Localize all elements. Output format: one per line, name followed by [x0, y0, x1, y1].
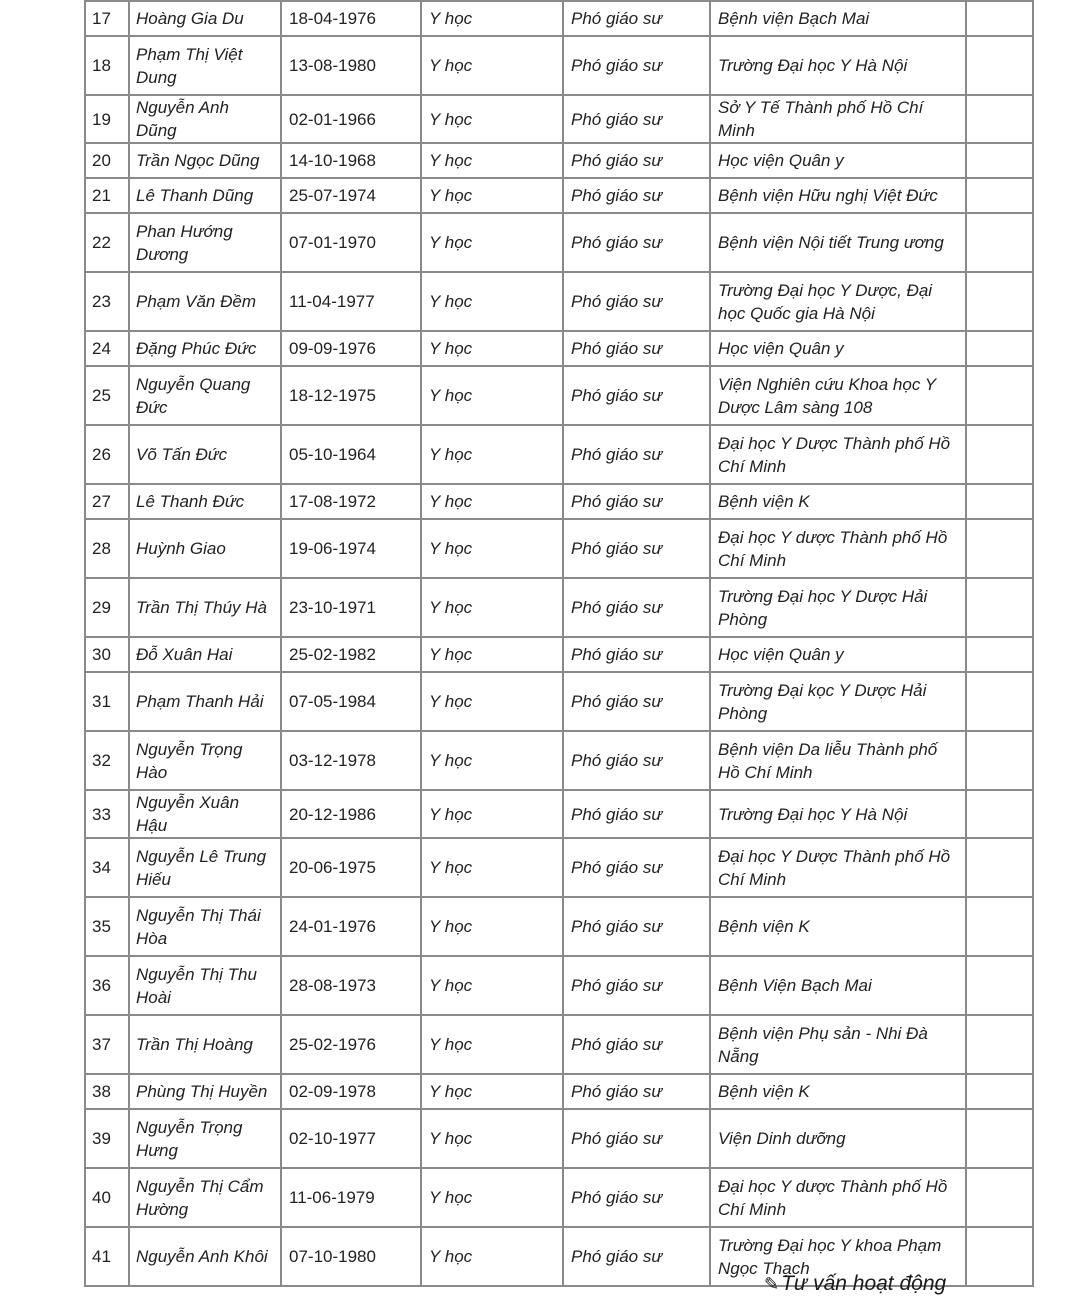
cell-academic-title: Phó giáo sư [563, 790, 710, 838]
cell-field: Y học [421, 897, 563, 956]
cell-academic-title: Phó giáo sư [563, 956, 710, 1015]
cell-note [966, 1015, 1033, 1074]
cell-academic-title: Phó giáo sư [563, 366, 710, 425]
cell-full-name: Phạm Thị Việt Dung [129, 36, 281, 95]
cell-field: Y học [421, 1109, 563, 1168]
cell-row-number: 31 [85, 672, 129, 731]
cell-field: Y học [421, 1168, 563, 1227]
cell-note [966, 143, 1033, 178]
cell-field: Y học [421, 484, 563, 519]
cell-academic-title: Phó giáo sư [563, 213, 710, 272]
cell-field: Y học [421, 178, 563, 213]
cell-academic-title: Phó giáo sư [563, 95, 710, 143]
cell-organization: Trường Đại học Y Dược, Đại học Quốc gia Hà Nội [710, 272, 966, 331]
cell-note [966, 897, 1033, 956]
cell-organization: Bệnh viện Bạch Mai [710, 1, 966, 36]
cell-full-name: Nguyễn Thị Thái Hòa [129, 897, 281, 956]
cell-row-number: 26 [85, 425, 129, 484]
table-row [85, 1168, 1033, 1227]
cell-note [966, 1, 1033, 36]
cell-birth-date: 07-05-1984 [281, 672, 421, 731]
cell-organization: Trường Đại học Y khoa Phạm Ngọc Thạch [710, 1227, 966, 1286]
cell-academic-title: Phó giáo sư [563, 672, 710, 731]
cell-field: Y học [421, 637, 563, 672]
cell-row-number: 39 [85, 1109, 129, 1168]
cell-full-name: Nguyễn Anh Dũng [129, 95, 281, 143]
cell-row-number: 35 [85, 897, 129, 956]
table-row [85, 366, 1033, 425]
cell-birth-date: 20-12-1986 [281, 790, 421, 838]
cell-full-name: Đỗ Xuân Hai [129, 637, 281, 672]
cell-birth-date: 19-06-1974 [281, 519, 421, 578]
table-row [85, 956, 1033, 1015]
cell-birth-date: 24-01-1976 [281, 897, 421, 956]
cell-note [966, 1109, 1033, 1168]
cell-organization: Đại học Y Dược Thành phố Hồ Chí Minh [710, 425, 966, 484]
table-row [85, 1015, 1033, 1074]
cell-birth-date: 18-04-1976 [281, 1, 421, 36]
cell-field: Y học [421, 1, 563, 36]
cell-full-name: Đặng Phúc Đức [129, 331, 281, 366]
pencil-icon: ✎ [764, 1274, 780, 1294]
cell-note [966, 484, 1033, 519]
cell-row-number: 38 [85, 1074, 129, 1109]
cell-field: Y học [421, 519, 563, 578]
cell-organization: Viện Nghiên cứu Khoa học Y Dược Lâm sàng 108 [710, 366, 966, 425]
cell-academic-title: Phó giáo sư [563, 519, 710, 578]
cell-full-name: Võ Tấn Đức [129, 425, 281, 484]
cell-organization: Bệnh viện Da liễu Thành phố Hồ Chí Minh [710, 731, 966, 790]
table-row [85, 578, 1033, 637]
cell-field: Y học [421, 790, 563, 838]
cell-organization: Trường Đại kọc Y Dược Hải Phòng [710, 672, 966, 731]
watermark-text: Tư vấn hoạt động [781, 1272, 947, 1295]
cell-field: Y học [421, 143, 563, 178]
cell-row-number: 24 [85, 331, 129, 366]
cell-row-number: 25 [85, 366, 129, 425]
cell-academic-title: Phó giáo sư [563, 731, 710, 790]
cell-field: Y học [421, 272, 563, 331]
cell-academic-title: Phó giáo sư [563, 1109, 710, 1168]
table-row [85, 637, 1033, 672]
cell-full-name: Nguyễn Quang Đức [129, 366, 281, 425]
table-row [85, 897, 1033, 956]
cell-row-number: 27 [85, 484, 129, 519]
cell-field: Y học [421, 95, 563, 143]
cell-field: Y học [421, 1015, 563, 1074]
cell-birth-date: 02-10-1977 [281, 1109, 421, 1168]
table-row [85, 731, 1033, 790]
table-row [85, 331, 1033, 366]
cell-field: Y học [421, 838, 563, 897]
cell-birth-date: 23-10-1971 [281, 578, 421, 637]
cell-row-number: 18 [85, 36, 129, 95]
cell-note [966, 366, 1033, 425]
cell-academic-title: Phó giáo sư [563, 838, 710, 897]
cell-academic-title: Phó giáo sư [563, 1074, 710, 1109]
cell-note [966, 213, 1033, 272]
cell-birth-date: 02-01-1966 [281, 95, 421, 143]
cell-academic-title: Phó giáo sư [563, 578, 710, 637]
cell-full-name: Lê Thanh Đức [129, 484, 281, 519]
cell-note [966, 578, 1033, 637]
cell-organization: Học viện Quân y [710, 637, 966, 672]
table-row [85, 1109, 1033, 1168]
cell-organization: Đại học Y dược Thành phố Hồ Chí Minh [710, 1168, 966, 1227]
cell-row-number: 28 [85, 519, 129, 578]
cell-note [966, 637, 1033, 672]
cell-organization: Bệnh viện Nội tiết Trung ương [710, 213, 966, 272]
cell-field: Y học [421, 1227, 563, 1286]
cell-full-name: Nguyễn Anh Khôi [129, 1227, 281, 1286]
cell-birth-date: 13-08-1980 [281, 36, 421, 95]
document-table-container [84, 0, 1032, 1287]
cell-organization: Bệnh viện K [710, 897, 966, 956]
cell-academic-title: Phó giáo sư [563, 425, 710, 484]
cell-birth-date: 14-10-1968 [281, 143, 421, 178]
cell-row-number: 17 [85, 1, 129, 36]
table-row [85, 213, 1033, 272]
cell-organization: Bệnh viện Hữu nghị Việt Đức [710, 178, 966, 213]
table-row [85, 1074, 1033, 1109]
cell-birth-date: 25-02-1982 [281, 637, 421, 672]
cell-birth-date: 25-07-1974 [281, 178, 421, 213]
cell-row-number: 40 [85, 1168, 129, 1227]
table-row [85, 272, 1033, 331]
cell-row-number: 37 [85, 1015, 129, 1074]
cell-field: Y học [421, 213, 563, 272]
cell-birth-date: 18-12-1975 [281, 366, 421, 425]
cell-note [966, 731, 1033, 790]
cell-field: Y học [421, 1074, 563, 1109]
cell-academic-title: Phó giáo sư [563, 143, 710, 178]
cell-birth-date: 25-02-1976 [281, 1015, 421, 1074]
candidate-table [84, 0, 1034, 1287]
cell-note [966, 838, 1033, 897]
cell-full-name: Nguyễn Trọng Hào [129, 731, 281, 790]
cell-note [966, 95, 1033, 143]
cell-row-number: 22 [85, 213, 129, 272]
cell-academic-title: Phó giáo sư [563, 1168, 710, 1227]
cell-academic-title: Phó giáo sư [563, 637, 710, 672]
cell-academic-title: Phó giáo sư [563, 1, 710, 36]
watermark-overlay [764, 1272, 946, 1296]
cell-full-name: Lê Thanh Dũng [129, 178, 281, 213]
cell-field: Y học [421, 331, 563, 366]
cell-birth-date: 05-10-1964 [281, 425, 421, 484]
cell-birth-date: 07-01-1970 [281, 213, 421, 272]
cell-note [966, 956, 1033, 1015]
cell-academic-title: Phó giáo sư [563, 484, 710, 519]
cell-organization: Bệnh viện K [710, 1074, 966, 1109]
cell-academic-title: Phó giáo sư [563, 272, 710, 331]
cell-note [966, 178, 1033, 213]
cell-field: Y học [421, 956, 563, 1015]
cell-field: Y học [421, 672, 563, 731]
cell-field: Y học [421, 366, 563, 425]
table-row [85, 484, 1033, 519]
cell-academic-title: Phó giáo sư [563, 1227, 710, 1286]
cell-full-name: Phùng Thị Huyền [129, 1074, 281, 1109]
cell-note [966, 36, 1033, 95]
cell-organization: Đại học Y Dược Thành phố Hồ Chí Minh [710, 838, 966, 897]
cell-full-name: Phan Hướng Dương [129, 213, 281, 272]
cell-birth-date: 11-06-1979 [281, 1168, 421, 1227]
cell-row-number: 29 [85, 578, 129, 637]
cell-birth-date: 17-08-1972 [281, 484, 421, 519]
cell-organization: Bệnh Viện Bạch Mai [710, 956, 966, 1015]
table-row [85, 95, 1033, 143]
cell-organization: Sở Y Tế Thành phố Hồ Chí Minh [710, 95, 966, 143]
cell-field: Y học [421, 425, 563, 484]
cell-full-name: Hoàng Gia Du [129, 1, 281, 36]
cell-full-name: Trần Ngọc Dũng [129, 143, 281, 178]
cell-full-name: Phạm Văn Đềm [129, 272, 281, 331]
cell-row-number: 36 [85, 956, 129, 1015]
cell-full-name: Nguyễn Trọng Hưng [129, 1109, 281, 1168]
cell-row-number: 20 [85, 143, 129, 178]
table-row [85, 36, 1033, 95]
cell-row-number: 34 [85, 838, 129, 897]
cell-full-name: Nguyễn Thị Thu Hoài [129, 956, 281, 1015]
cell-row-number: 33 [85, 790, 129, 838]
table-row [85, 143, 1033, 178]
cell-row-number: 19 [85, 95, 129, 143]
table-row [85, 1, 1033, 36]
cell-organization: Học viện Quân y [710, 331, 966, 366]
table-row [85, 672, 1033, 731]
cell-organization: Học viện Quân y [710, 143, 966, 178]
cell-row-number: 41 [85, 1227, 129, 1286]
cell-full-name: Nguyễn Thị Cẩm Hường [129, 1168, 281, 1227]
cell-birth-date: 28-08-1973 [281, 956, 421, 1015]
cell-birth-date: 20-06-1975 [281, 838, 421, 897]
cell-row-number: 23 [85, 272, 129, 331]
cell-academic-title: Phó giáo sư [563, 897, 710, 956]
cell-organization: Viện Dinh dưỡng [710, 1109, 966, 1168]
cell-field: Y học [421, 731, 563, 790]
cell-birth-date: 09-09-1976 [281, 331, 421, 366]
cell-note [966, 272, 1033, 331]
cell-organization: Đại học Y dược Thành phố Hồ Chí Minh [710, 519, 966, 578]
cell-note [966, 519, 1033, 578]
cell-full-name: Nguyễn Lê Trung Hiếu [129, 838, 281, 897]
cell-academic-title: Phó giáo sư [563, 1015, 710, 1074]
cell-note [966, 790, 1033, 838]
cell-note [966, 1227, 1033, 1286]
cell-full-name: Nguyễn Xuân Hậu [129, 790, 281, 838]
cell-organization: Trường Đại học Y Hà Nội [710, 790, 966, 838]
cell-note [966, 425, 1033, 484]
table-row [85, 425, 1033, 484]
cell-field: Y học [421, 36, 563, 95]
cell-row-number: 32 [85, 731, 129, 790]
cell-academic-title: Phó giáo sư [563, 178, 710, 213]
cell-birth-date: 11-04-1977 [281, 272, 421, 331]
cell-full-name: Trần Thị Hoàng [129, 1015, 281, 1074]
table-row [85, 519, 1033, 578]
table-row [85, 790, 1033, 838]
cell-full-name: Huỳnh Giao [129, 519, 281, 578]
cell-note [966, 331, 1033, 366]
cell-full-name: Trần Thị Thúy Hà [129, 578, 281, 637]
cell-academic-title: Phó giáo sư [563, 331, 710, 366]
cell-organization: Bệnh viện Phụ sản - Nhi Đà Nẵng [710, 1015, 966, 1074]
cell-organization: Trường Đại học Y Dược Hải Phòng [710, 578, 966, 637]
cell-note [966, 1168, 1033, 1227]
cell-row-number: 30 [85, 637, 129, 672]
table-body [85, 1, 1033, 1286]
cell-note [966, 1074, 1033, 1109]
table-row [85, 178, 1033, 213]
cell-birth-date: 02-09-1978 [281, 1074, 421, 1109]
cell-row-number: 21 [85, 178, 129, 213]
cell-field: Y học [421, 578, 563, 637]
cell-full-name: Phạm Thanh Hải [129, 672, 281, 731]
table-row [85, 838, 1033, 897]
cell-organization: Trường Đại học Y Hà Nội [710, 36, 966, 95]
cell-academic-title: Phó giáo sư [563, 36, 710, 95]
cell-note [966, 672, 1033, 731]
cell-birth-date: 07-10-1980 [281, 1227, 421, 1286]
cell-organization: Bệnh viện K [710, 484, 966, 519]
cell-birth-date: 03-12-1978 [281, 731, 421, 790]
